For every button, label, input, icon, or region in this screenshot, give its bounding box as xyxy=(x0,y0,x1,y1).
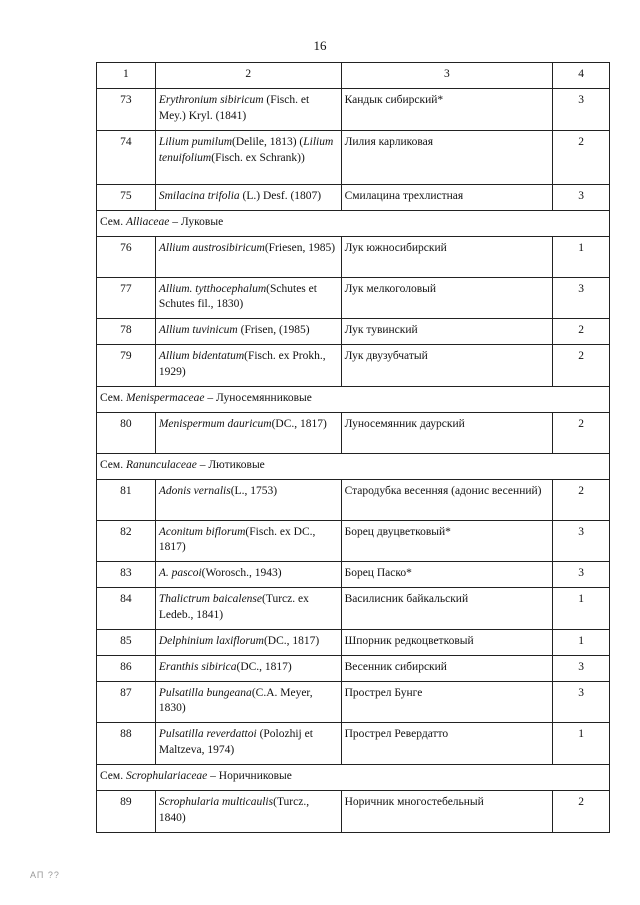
synonym-latin-name: Lilium tenuifolium xyxy=(158,135,334,164)
russian-name: Весенник сибирский xyxy=(341,655,553,681)
latin-name-cell xyxy=(155,89,341,131)
category-value: 2 xyxy=(553,130,610,184)
table-row xyxy=(97,479,610,520)
latin-name: Scrophularia multicaulis xyxy=(158,796,274,809)
header-col-number: 1 xyxy=(97,63,156,89)
family-russian-name: – Норичниковые xyxy=(207,770,292,783)
latin-name-cell xyxy=(155,479,341,520)
author-citation: (Worosch., 1943) xyxy=(201,567,282,580)
family-russian-name: – Луковые xyxy=(169,215,224,228)
table-header-row xyxy=(97,63,610,89)
latin-name: Delphinium laxiflorum xyxy=(158,634,264,647)
row-number: 81 xyxy=(97,479,156,520)
header-col-category: 4 xyxy=(553,63,610,89)
category-value: 2 xyxy=(553,345,610,387)
latin-name-cell xyxy=(155,319,341,345)
author-citation: (L.) Desf. (1807) xyxy=(239,189,322,202)
table-row xyxy=(97,588,610,630)
category-value: 3 xyxy=(553,277,610,319)
author-citation: (Schutes et Schutes fil., 1830) xyxy=(158,282,317,311)
russian-name: Стародубка весенняя (адонис весенний) xyxy=(341,479,553,520)
table-row xyxy=(97,184,610,210)
family-heading xyxy=(97,765,610,791)
category-value: 2 xyxy=(553,479,610,520)
author-citation: (DC., 1817) xyxy=(271,417,327,430)
category-value: 1 xyxy=(553,588,610,630)
row-number: 84 xyxy=(97,588,156,630)
row-number: 73 xyxy=(97,89,156,131)
latin-name: Allium. tytthocephalum xyxy=(158,282,267,295)
russian-name: Прострел Ревердатто xyxy=(341,723,553,765)
latin-name: Erythronium sibiricum xyxy=(158,94,264,106)
family-heading xyxy=(97,386,610,412)
latin-name-cell xyxy=(155,236,341,277)
row-number: 87 xyxy=(97,681,156,723)
latin-name: Menispermum dauricum xyxy=(158,417,272,430)
latin-name: Allium bidentatum xyxy=(158,350,245,363)
latin-name: Allium austrosibiricum xyxy=(158,241,265,254)
latin-name: A. pascoi xyxy=(158,567,202,580)
russian-name: Шпорник редкоцветковый xyxy=(341,629,553,655)
family-prefix: Сем. xyxy=(100,770,126,783)
latin-name-cell xyxy=(155,655,341,681)
latin-name-cell xyxy=(155,588,341,630)
row-number: 78 xyxy=(97,319,156,345)
russian-name: Лук мелкоголовый xyxy=(341,277,553,319)
latin-name-cell xyxy=(155,130,341,184)
row-number: 82 xyxy=(97,520,156,562)
russian-name: Лук двузубчатый xyxy=(341,345,553,387)
header-col-latin-name: 2 xyxy=(155,63,341,89)
category-value: 3 xyxy=(553,184,610,210)
russian-name: Борец Паско* xyxy=(341,562,553,588)
table-row xyxy=(97,681,610,723)
latin-name: Allium tuvinicum xyxy=(158,324,238,337)
table-row xyxy=(97,236,610,277)
author-citation: (C.A. Meyer, 1830) xyxy=(158,686,313,715)
russian-name: Борец двуцветковый* xyxy=(341,520,553,562)
russian-name: Смилацина трехлистная xyxy=(341,184,553,210)
row-number: 76 xyxy=(97,236,156,277)
row-number: 89 xyxy=(97,791,156,833)
family-prefix: Сем. xyxy=(100,391,126,404)
table-row xyxy=(97,562,610,588)
header-col-russian-name: 3 xyxy=(341,63,553,89)
table-row xyxy=(97,277,610,319)
family-row xyxy=(97,453,610,479)
russian-name: Луносемянник даурский xyxy=(341,412,553,453)
row-number: 77 xyxy=(97,277,156,319)
latin-name: Aconitum biflorum xyxy=(158,525,246,538)
table-row xyxy=(97,319,610,345)
russian-name: Кандык сибирский* xyxy=(341,89,553,131)
table-row xyxy=(97,629,610,655)
latin-name-cell xyxy=(155,412,341,453)
latin-name-cell xyxy=(155,681,341,723)
author-citation: (DC., 1817) xyxy=(236,660,292,673)
russian-name: Прострел Бунге xyxy=(341,681,553,723)
russian-name: Лук южносибирский xyxy=(341,236,553,277)
latin-name-cell xyxy=(155,184,341,210)
latin-name: Lilium pumilum xyxy=(158,135,233,148)
latin-name: Pulsatilla bungeana xyxy=(158,686,252,699)
latin-name: Pulsatilla reverdattoi xyxy=(158,728,257,741)
family-latin-name: Scrophulariaceae xyxy=(125,770,208,783)
table-row xyxy=(97,655,610,681)
latin-name-cell xyxy=(155,345,341,387)
category-value: 2 xyxy=(553,412,610,453)
family-row xyxy=(97,765,610,791)
latin-name: Thalictrum baicalense xyxy=(158,593,263,606)
family-prefix: Сем. xyxy=(100,458,126,471)
synonym-author-citation: (Fisch. ex Schrank)) xyxy=(211,151,305,164)
latin-name-cell xyxy=(155,520,341,562)
table-row xyxy=(97,345,610,387)
row-number: 83 xyxy=(97,562,156,588)
latin-name-cell xyxy=(155,562,341,588)
author-citation: (L., 1753) xyxy=(230,484,278,497)
russian-name: Лук тувинский xyxy=(341,319,553,345)
latin-name-cell xyxy=(155,723,341,765)
author-citation: (Fisch. ex Prokh., 1929) xyxy=(158,350,326,379)
family-latin-name: Alliaceae xyxy=(125,215,170,228)
russian-name: Норичник многостебельный xyxy=(341,791,553,833)
russian-name: Василисник байкальский xyxy=(341,588,553,630)
category-value: 2 xyxy=(553,319,610,345)
author-citation: (Delile, 1813) ( xyxy=(232,135,304,148)
category-value: 1 xyxy=(553,629,610,655)
author-citation: (Turcz., 1840) xyxy=(158,796,310,825)
row-number: 79 xyxy=(97,345,156,387)
page-number: 16 xyxy=(313,38,327,53)
row-number: 88 xyxy=(97,723,156,765)
table-row xyxy=(97,89,610,131)
table-row xyxy=(97,130,610,184)
family-row xyxy=(97,210,610,236)
row-number: 80 xyxy=(97,412,156,453)
category-value: 3 xyxy=(553,562,610,588)
latin-name: Adonis vernalis xyxy=(158,484,231,497)
category-value: 1 xyxy=(553,236,610,277)
table-row xyxy=(97,412,610,453)
family-russian-name: – Лютиковые xyxy=(196,458,265,471)
row-number: 86 xyxy=(97,655,156,681)
category-value: 2 xyxy=(553,791,610,833)
family-row xyxy=(97,386,610,412)
corner-stamp: АП ?? xyxy=(30,870,60,880)
table-row xyxy=(97,791,610,833)
author-citation: (Frisen, (1985) xyxy=(237,324,310,337)
category-value: 3 xyxy=(553,520,610,562)
latin-name-cell xyxy=(155,629,341,655)
author-citation: (Turcz. ex Ledeb., 1841) xyxy=(158,593,309,622)
author-citation: (Friesen, 1985) xyxy=(264,241,336,254)
category-value: 3 xyxy=(553,681,610,723)
family-heading xyxy=(97,210,610,236)
latin-name-cell xyxy=(155,277,341,319)
species-table xyxy=(96,62,610,833)
author-citation: (DC., 1817) xyxy=(263,634,320,647)
row-number: 85 xyxy=(97,629,156,655)
latin-name-cell xyxy=(155,791,341,833)
latin-name: Eranthis sibirica xyxy=(158,660,237,673)
family-latin-name: Ranunculaceae xyxy=(125,458,197,471)
author-citation: (Fisch. ex DC., 1817) xyxy=(158,525,316,554)
table-row xyxy=(97,520,610,562)
category-value: 1 xyxy=(553,723,610,765)
row-number: 75 xyxy=(97,184,156,210)
family-heading xyxy=(97,453,610,479)
russian-name: Лилия карликовая xyxy=(341,130,553,184)
latin-name: Smilacina trifolia xyxy=(158,189,240,202)
family-latin-name: Menispermaceae xyxy=(125,391,205,404)
author-citation: (Fisch. et Mey.) Kryl. (1841) xyxy=(158,94,310,122)
row-number: 74 xyxy=(97,130,156,184)
family-prefix: Сем. xyxy=(100,215,126,228)
category-value: 3 xyxy=(553,89,610,131)
author-citation: (Polozhij et Maltzeva, 1974) xyxy=(158,728,313,757)
category-value: 3 xyxy=(553,655,610,681)
table-row xyxy=(97,723,610,765)
family-russian-name: – Луносемянниковые xyxy=(204,391,312,404)
